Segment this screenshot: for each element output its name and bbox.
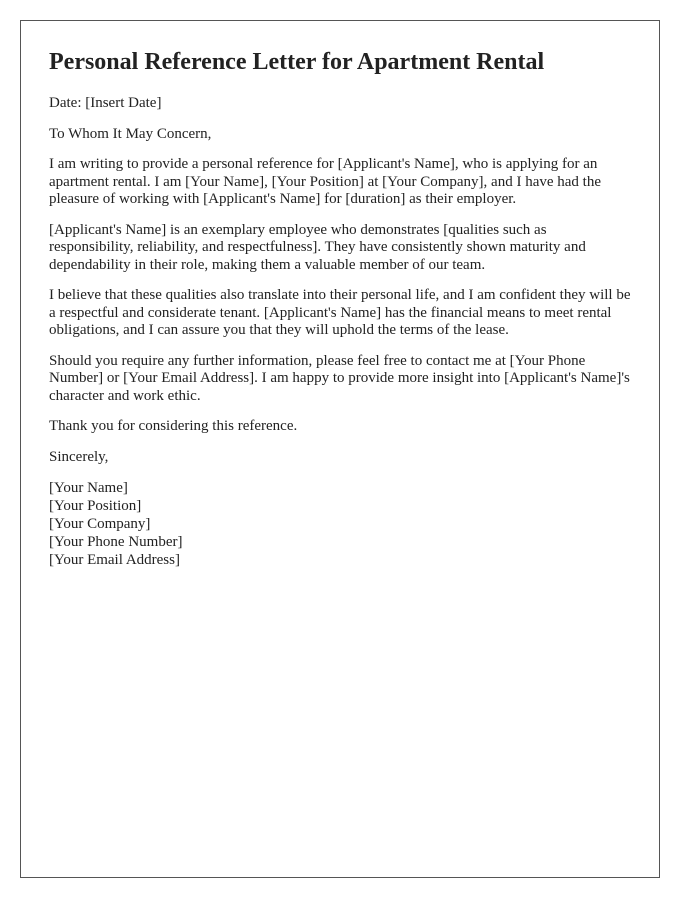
letter-paragraph-contact: Should you require any further information, please feel free to contact me at [Your Phone Number] or [Your Email Address]. I am happy to provide more insight into [Applicant's Name]'s character and work ethic. bbox=[49, 352, 630, 404]
letter-title: Personal Reference Letter for Apartment Rental bbox=[49, 49, 545, 75]
signature-block bbox=[49, 479, 631, 569]
letter-paragraph-intro: I am writing to provide a personal reference for [Applicant's Name], who is applying for an apartment rental. I am [Your Name], [Your Position] at [Your Company], and I have had the pleasure of working with [Applicant's Name] for [duration] as their employer. bbox=[49, 156, 601, 207]
letter-page bbox=[20, 20, 660, 878]
letter-paragraph-tenant: I believe that these qualities also translate into their personal life, and I am confident they will be a respectful and considerate tenant. [Applicant's Name] has the financial means to meet rental obligations, and I can assure you that they will uphold the terms of the lease. bbox=[49, 287, 631, 338]
letter-date: Date: [Insert Date] bbox=[49, 95, 162, 111]
signature-position: [Your Position] bbox=[49, 498, 142, 514]
letter-salutation: To Whom It May Concern, bbox=[49, 125, 212, 142]
signature-phone: [Your Phone Number] bbox=[49, 534, 183, 550]
letter-closing: Sincerely, bbox=[49, 448, 109, 465]
signature-email: [Your Email Address] bbox=[49, 552, 180, 568]
letter-paragraph-thanks: Thank you for considering this reference. bbox=[49, 418, 298, 434]
signature-name: [Your Name] bbox=[49, 480, 128, 496]
letter-paragraph-qualities: [Applicant's Name] is an exemplary employee who demonstrates [qualities such as responsibility, reliability, and respectfulness]. They have consistently shown maturity and dependability in their role, making them a valuable member of our team. bbox=[49, 221, 586, 273]
signature-company: [Your Company] bbox=[49, 516, 151, 532]
